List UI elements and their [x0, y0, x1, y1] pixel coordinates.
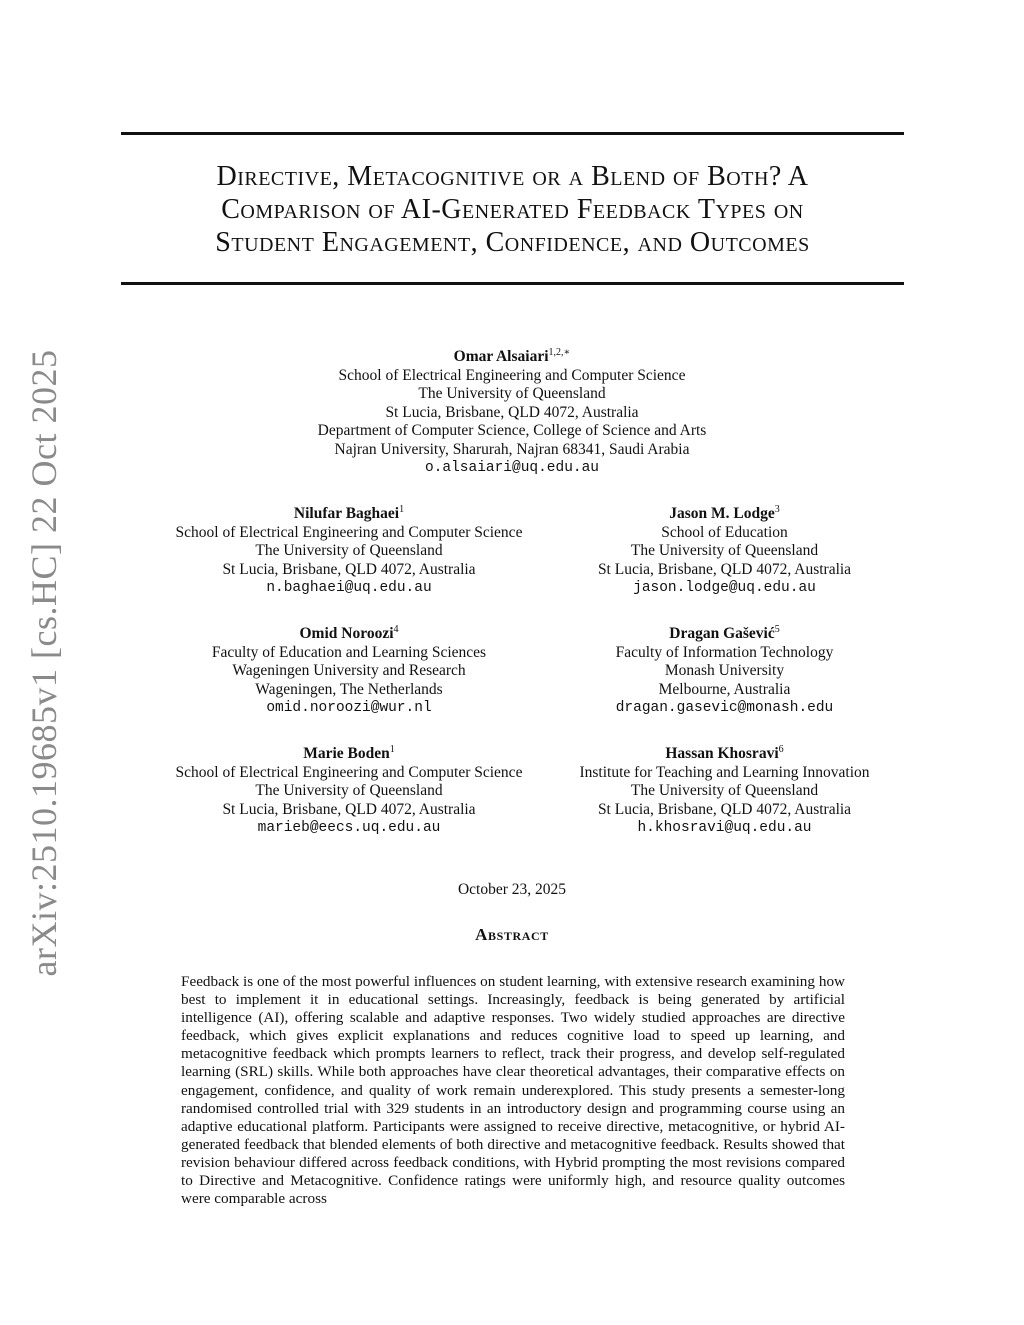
author-block-lodge [533, 501, 916, 598]
author-affiliation-marks: 1 [389, 744, 395, 755]
affiliation-line: Wageningen, The Netherlands [255, 680, 443, 698]
title-line: Comparison of AI-Generated Feedback Types on [221, 194, 804, 225]
author-block-alsaiari [262, 344, 762, 478]
author-affiliation-marks: 5 [774, 624, 780, 635]
affiliation-line: Faculty of Education and Learning Sciences [211, 643, 487, 661]
author-block-baghaei [124, 501, 574, 598]
affiliation-line: St Lucia, Brisbane, QLD 4072, Australia [222, 800, 476, 818]
author-email[interactable]: o.alsaiari@uq.edu.au [424, 460, 600, 477]
affiliation-line: The University of Queensland [630, 542, 819, 560]
author-affiliation-marks: 1 [399, 504, 405, 515]
title-top-rule [121, 132, 904, 135]
abstract-heading: Abstract [475, 925, 549, 944]
affiliation-line: Faculty of Information Technology [615, 643, 834, 661]
affiliation-line: The University of Queensland [255, 542, 443, 560]
author-affiliation-marks: 6 [778, 744, 784, 755]
affiliation-line: St Lucia, Brisbane, QLD 4072, Australia [385, 403, 639, 421]
title-bottom-rule [121, 282, 904, 285]
author-email[interactable]: h.khosravi@uq.edu.au [637, 820, 812, 837]
arxiv-identifier: arXiv:2510.19685v1 [cs.HC] 22 Oct 2025 [24, 349, 64, 977]
paper-title [121, 160, 904, 259]
author-name: Dragan Gašević [669, 625, 775, 643]
author-name: Hassan Khosravi [665, 745, 779, 763]
title-line: Directive, Metacognitive or a Blend of Both? A [216, 161, 809, 192]
affiliation-line: School of Electrical Engineering and Computer Science [338, 366, 686, 384]
affiliation-line: Najran University, Sharurah, Najran 68341, Saudi Arabia [334, 440, 690, 458]
author-name: Omar Alsaiari [453, 348, 549, 366]
affiliation-line: School of Education [661, 523, 788, 541]
author-block-khosravi [533, 741, 916, 838]
affiliation-line: Department of Computer Science, College of Science and Arts [317, 422, 707, 440]
affiliation-line: The University of Queensland [255, 782, 443, 800]
publication-date: October 23, 2025 [457, 881, 567, 898]
author-affiliation-marks: 4 [393, 624, 399, 635]
author-email[interactable]: omid.noroozi@wur.nl [266, 700, 432, 717]
author-affiliation-marks: 1,2,∗ [548, 347, 571, 358]
affiliation-line: St Lucia, Brisbane, QLD 4072, Australia [222, 560, 476, 578]
author-name: Jason M. Lodge [669, 505, 775, 523]
affiliation-line: The University of Queensland [630, 782, 819, 800]
affiliation-line: The University of Queensland [418, 385, 606, 403]
affiliation-line: St Lucia, Brisbane, QLD 4072, Australia [597, 800, 852, 818]
affiliation-line: St Lucia, Brisbane, QLD 4072, Australia [597, 560, 852, 578]
author-name: Marie Boden [303, 745, 390, 763]
author-block-boden [124, 741, 574, 838]
author-email[interactable]: jason.lodge@uq.edu.au [633, 580, 816, 597]
author-affiliation-marks: 3 [774, 504, 780, 515]
affiliation-line: School of Electrical Engineering and Computer Science [175, 523, 523, 541]
author-email[interactable]: n.baghaei@uq.edu.au [266, 580, 432, 597]
author-email[interactable]: dragan.gasevic@monash.edu [615, 700, 834, 717]
title-line: Student Engagement, Confidence, and Outcomes [215, 227, 810, 258]
affiliation-line: School of Electrical Engineering and Computer Science [175, 763, 523, 781]
author-name: Omid Noroozi [299, 625, 394, 643]
author-block-noroozi [124, 621, 574, 718]
author-email[interactable]: marieb@eecs.uq.edu.au [257, 820, 441, 837]
affiliation-line: Institute for Teaching and Learning Innovation [579, 763, 870, 781]
affiliation-line: Melbourne, Australia [658, 680, 791, 698]
author-block-gasevic [533, 621, 916, 718]
author-name: Nilufar Baghaei [293, 505, 400, 523]
abstract-text: Feedback is one of the most powerful influences on student learning, with extensive research examining how best to implement it in educational settings. Increasingly, feedback is being generated by artificial intelligence (AI), offering scalable and adaptive responses. Two widely studied approaches are directive feedback, which gives explicit explanations and reduces cognitive load to speed up learning, and metacognitive feedback which prompts learners to reflect, track their progress, and develop self-regulated learning (SRL) skills. While both approaches have clear theoretical advantages, their comparative effects on engagement, confidence, and quality of work remain underexplored. This study presents a semester-long randomised controlled trial with 329 students in an introductory design and programming course using an adaptive educational platform. Participants were assigned to receive directive, metacognitive, or hybrid AI-generated feedback that blended elements of both directive and metacognitive feedback. Results showed that revision behaviour differed across feedback conditions, with Hybrid prompting the most revisions compared to Directive and Metacognitive. Confidence ratings were uniformly high, and resource quality outcomes were comparable across [181, 973, 845, 1208]
affiliation-line: Monash University [664, 662, 785, 680]
affiliation-line: Wageningen University and Research [232, 662, 466, 680]
